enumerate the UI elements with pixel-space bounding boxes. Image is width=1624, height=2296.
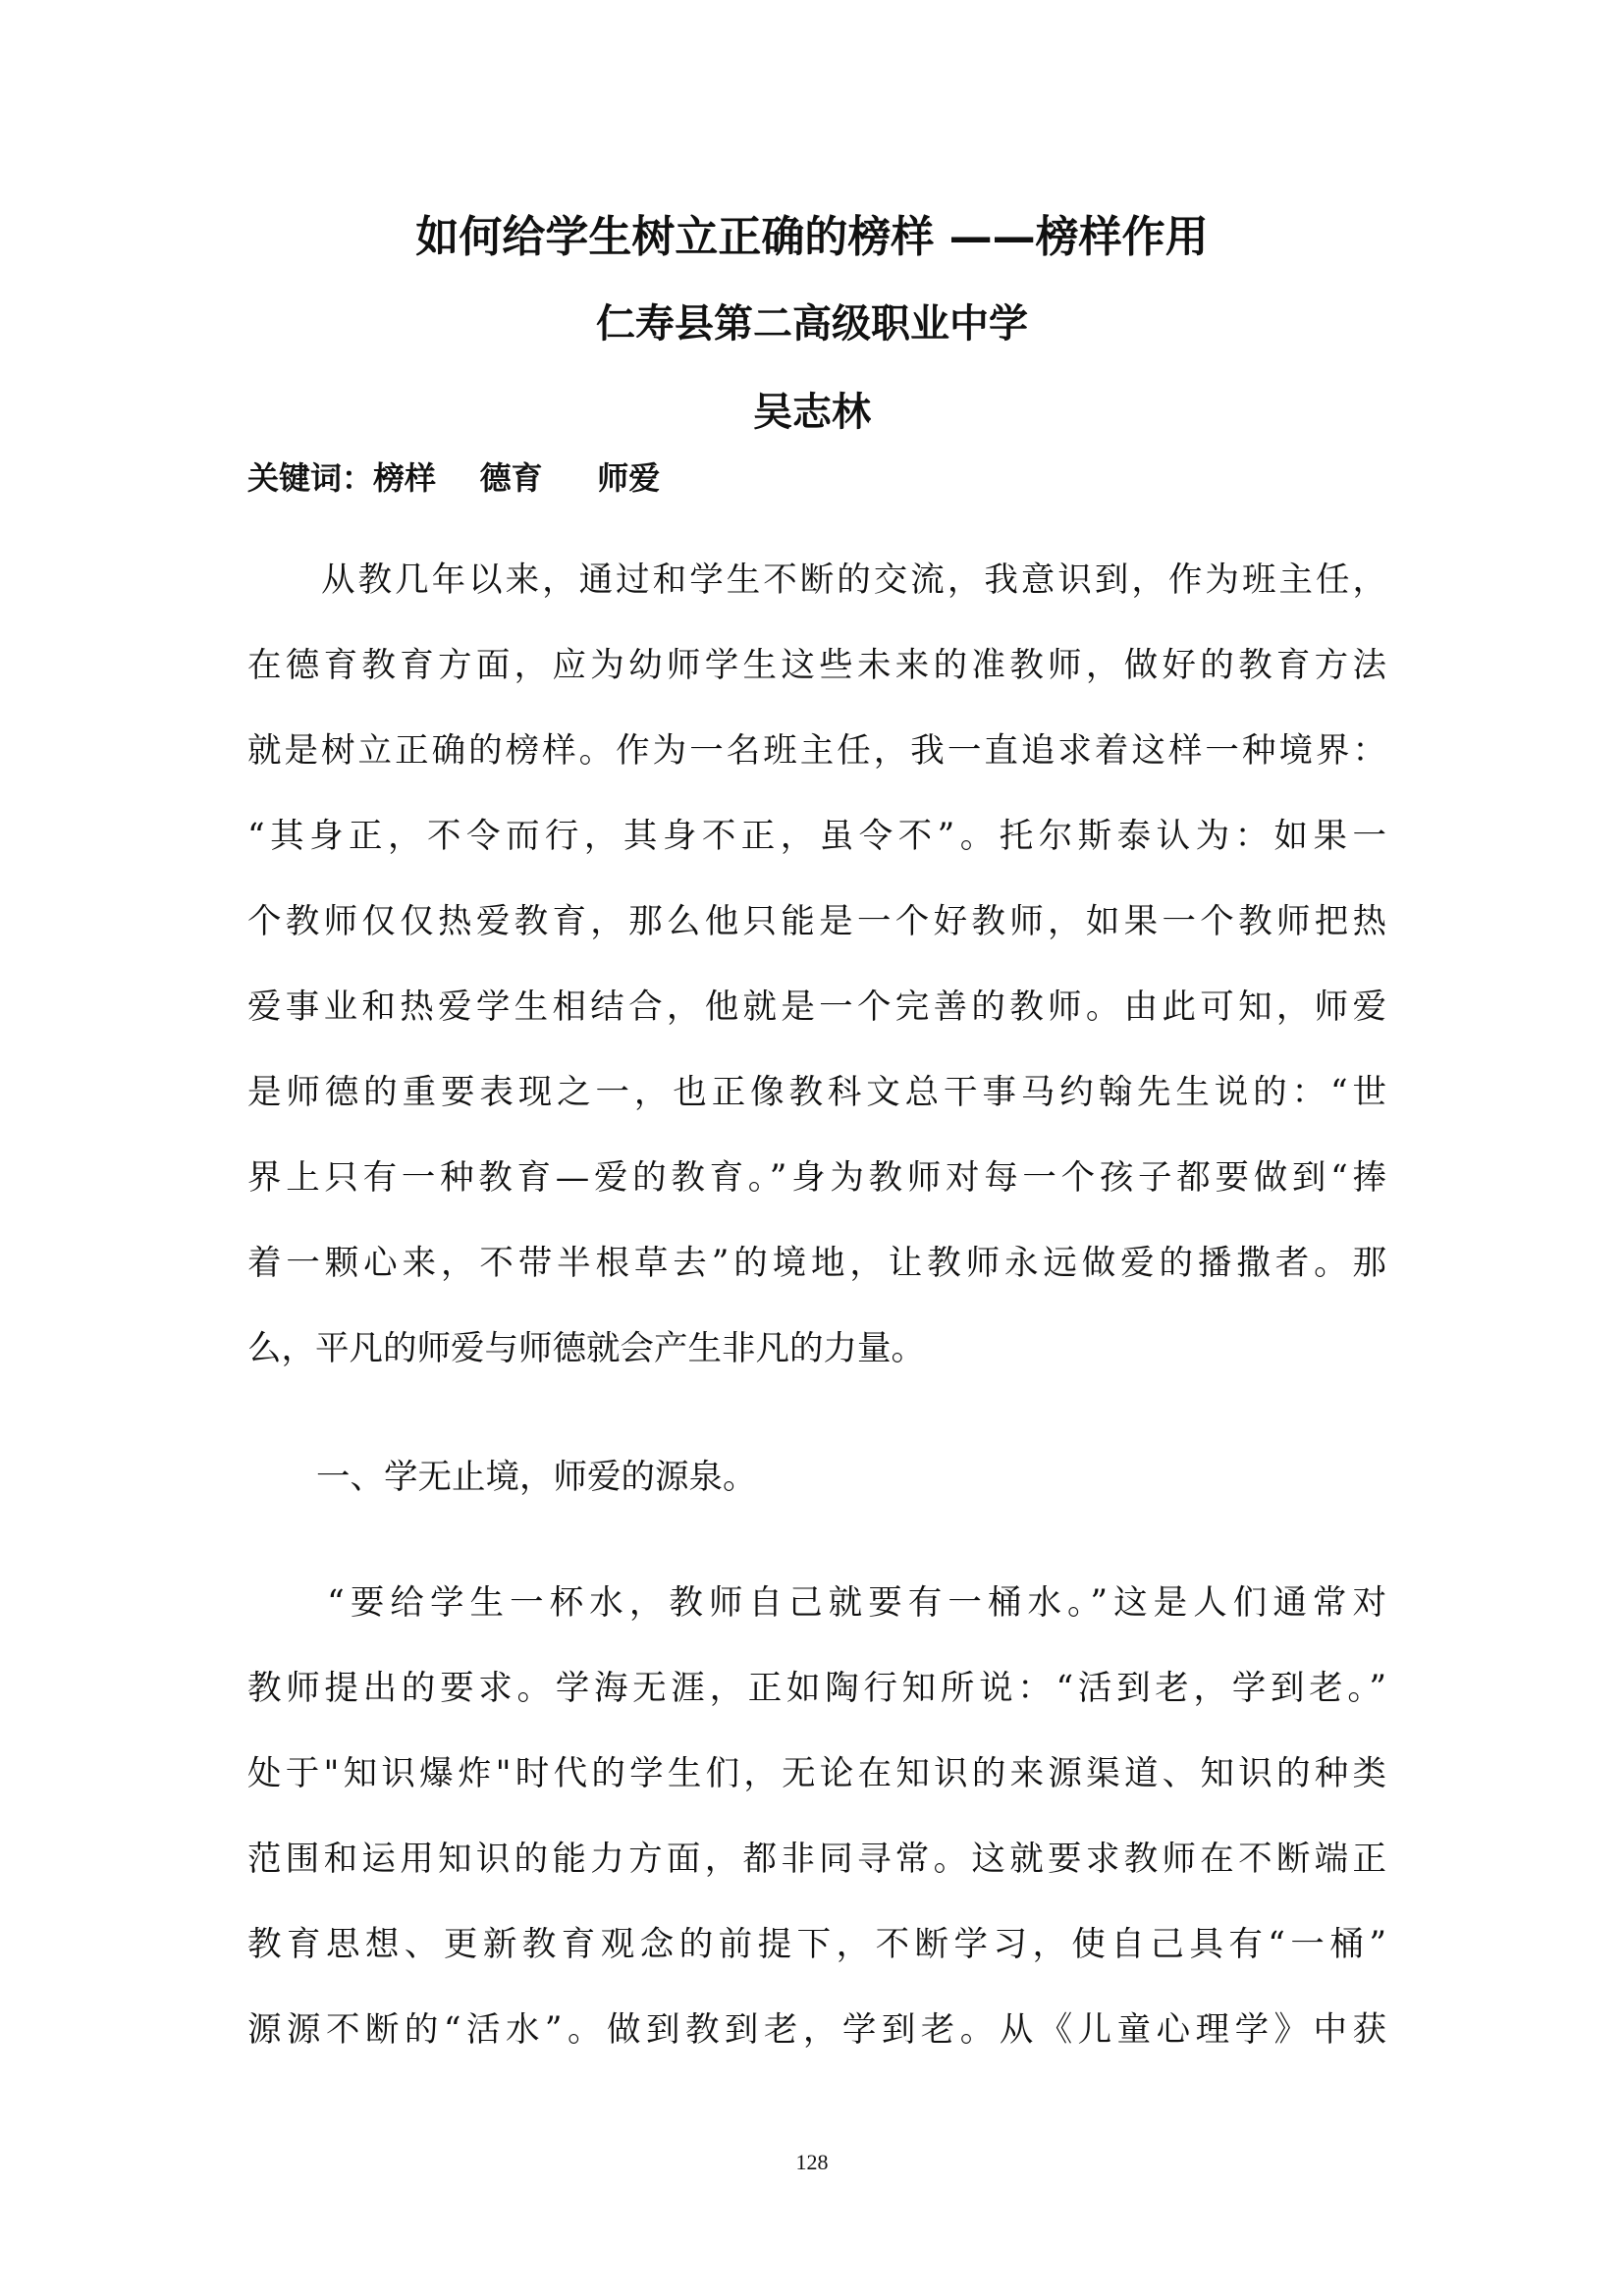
paragraph-line: “其身正，不令而行，其身不正，虽令不”。托尔斯泰认为：如果一 [247,817,1386,856]
page-number: 128 [795,2150,829,2174]
paragraph-line: 么，平凡的师爱与师德就会产生非凡的力量。 [247,1329,925,1368]
paragraph-line: 爱事业和热爱学生相结合，他就是一个完善的教师。由此可知，师爱 [247,988,1386,1027]
paragraph-line: 个教师仅仅热爱教育，那么他只能是一个好教师，如果一个教师把热 [247,902,1386,941]
author-name: 吴志林 [753,390,871,435]
paragraph-line: 在德育教育方面，应为幼师学生这些未来的准教师，做好的教育方法 [247,646,1386,685]
document-title: 如何给学生树立正确的榜样 ——榜样作用 [415,212,1209,262]
paragraph-intro [247,538,1386,1392]
paragraph-line: 从教几年以来，通过和学生不断的交流，我意识到，作为班主任， [247,561,1386,600]
paragraph-line: 教育思想、更新教育观念的前提下，不断学习，使自己具有“一桶” [247,1925,1386,1964]
paragraph-line: 范围和运用知识的能力方面，都非同寻常。这就要求教师在不断端正 [247,1840,1386,1879]
paragraph-line: 着一颗心来，不带半根草去”的境地，让教师永远做爱的播撒者。那 [247,1244,1386,1283]
paragraph-line: 教师提出的要求。学海无涯，正如陶行知所说：“活到老，学到老。” [247,1669,1386,1708]
paragraph-line: 是师德的重要表现之一，也正像教科文总干事马约翰先生说的：“世 [247,1073,1386,1112]
paragraph-line: 就是树立正确的榜样。作为一名班主任，我一直追求着这样一种境界： [247,731,1386,771]
paragraph-line: 界上只有一种教育—爱的教育。”身为教师对每一个孩子都要做到“捧 [247,1158,1386,1198]
paragraph-section1 [247,1561,1386,2073]
school-name: 仁寿县第二高级职业中学 [596,301,1028,347]
paragraph-line: “要给学生一杯水，教师自己就要有一桶水。”这是人们通常对 [247,1583,1386,1623]
keywords-line: 关键词：榜样 德育 师爱 [247,459,661,497]
paragraph-line: 源源不断的“活水”。做到教到老，学到老。从《儿童心理学》中获 [247,2010,1386,2050]
section-heading: 一、学无止境，师爱的源泉。 [316,1458,757,1497]
paragraph-line: 处于"知识爆炸"时代的学生们，无论在知识的来源渠道、知识的种类 [247,1754,1386,1793]
